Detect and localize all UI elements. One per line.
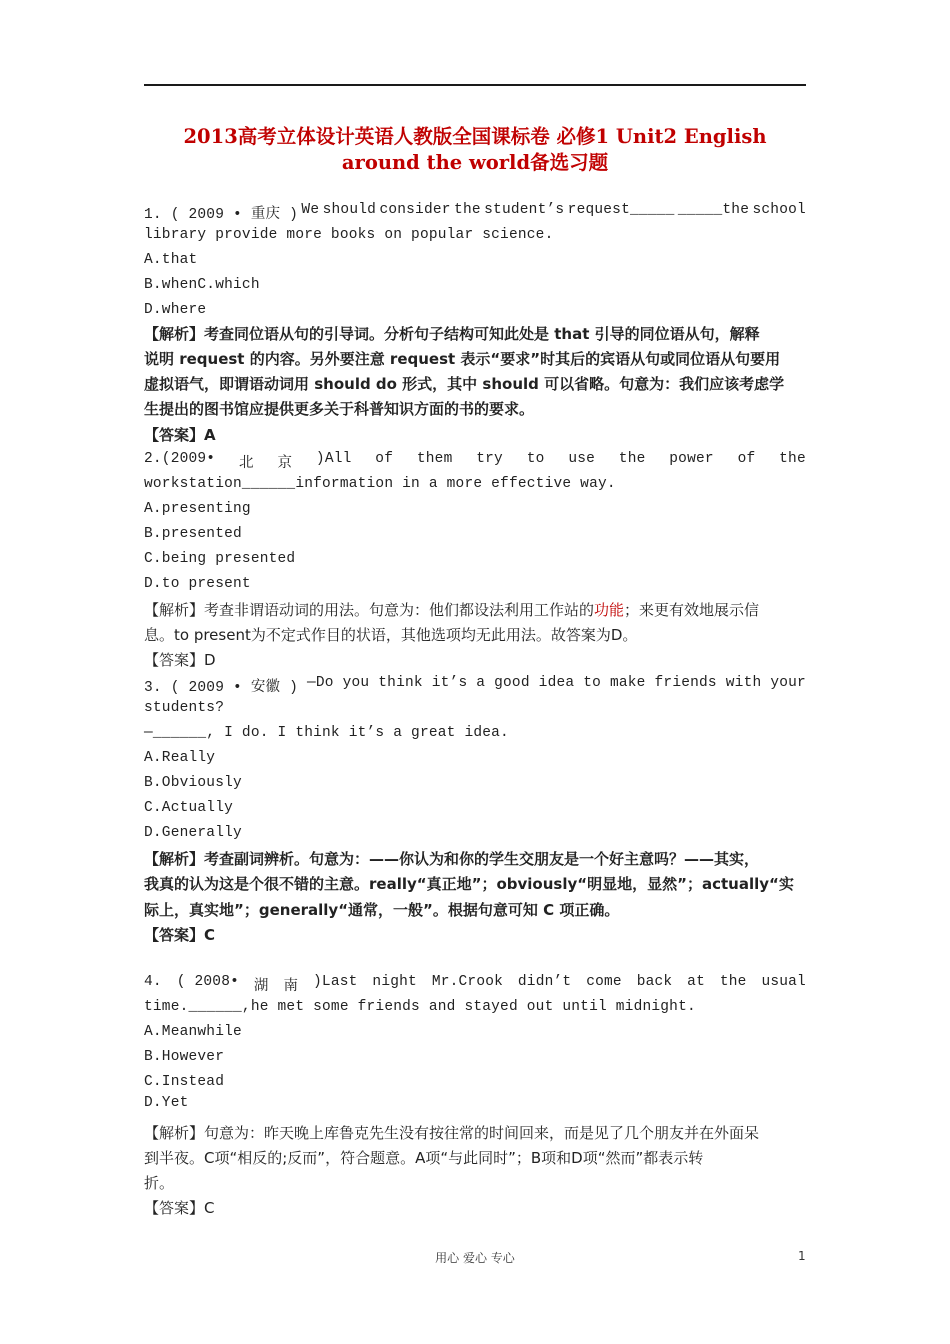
- footer-slogan: 用心 爱心 专心: [435, 1251, 515, 1265]
- q2-option-d: D.to present: [144, 576, 251, 592]
- q2-answer: 【答案】D: [144, 651, 216, 669]
- word: )All: [315, 451, 352, 467]
- q3-stem-line-2: students?: [144, 700, 225, 716]
- word: good: [494, 675, 530, 691]
- word: of: [375, 451, 394, 467]
- q1-option-a: A.that: [144, 252, 198, 268]
- q3-source: 3. ( 2009 • 安徽 ): [144, 680, 299, 696]
- word: 南: [283, 979, 299, 995]
- q3-option-d: D.Generally: [144, 825, 242, 841]
- word: the: [618, 451, 646, 467]
- word: friends: [654, 675, 717, 691]
- q4-number: 4.: [144, 974, 162, 990]
- word: idea: [538, 675, 575, 691]
- q2-stem-line-1: [144, 451, 806, 472]
- q1-analysis-line-3: 虚拟语气，即谓语动词用 should do 形式，其中 should 可以省略。句意为：我们应该考虑学: [144, 375, 785, 393]
- q4-analysis-line-2: 到半夜。C项“相反的;反而”，符合题意。A项“与此同时”；B项和D项“然而”都表示转: [144, 1149, 704, 1167]
- q2-option-b: B.presented: [144, 526, 242, 542]
- word: with: [725, 675, 762, 691]
- q2-source: 2.(2009•: [144, 451, 216, 467]
- analysis-text: 【解析】考查非谓语动词的用法。句意为：他们都设法利用工作站的: [144, 601, 595, 619]
- q3-option-a: A.Really: [144, 750, 216, 766]
- word: to: [583, 675, 602, 691]
- word: didn’t: [517, 974, 572, 990]
- q3-stem-line-1: [144, 675, 806, 696]
- q4-stem-line-1: [144, 974, 806, 995]
- word: 湖: [253, 979, 269, 995]
- word: —Do: [306, 675, 334, 691]
- word: at: [687, 974, 705, 990]
- word: 京: [277, 456, 293, 472]
- word: the: [454, 202, 481, 218]
- word: a: [476, 675, 486, 691]
- word: )Last: [313, 974, 358, 990]
- word: think: [378, 675, 423, 691]
- word: ( 2008•: [176, 974, 239, 990]
- word: school: [752, 202, 806, 218]
- word: night: [372, 974, 417, 990]
- word: 北: [238, 456, 254, 472]
- q3-option-b: B.Obviously: [144, 775, 242, 791]
- q2-option-c: C.being presented: [144, 551, 296, 567]
- word: should: [322, 202, 377, 218]
- q4-option-a: A.Meanwhile: [144, 1024, 242, 1040]
- q4-answer: 【答案】C: [144, 1199, 215, 1217]
- word: use: [568, 451, 596, 467]
- header-rule: [144, 84, 806, 86]
- q1-analysis-line-4: 生提出的图书馆应提供更多关于科普知识方面的书的要求。: [144, 400, 535, 418]
- q2-stem-line-2: workstation______information in a more effective way.: [144, 476, 616, 492]
- q2-analysis-line-2: 息。to present为不定式作目的状语，其他选项均无此用法。故答案为D。: [144, 626, 638, 644]
- word: of: [737, 451, 756, 467]
- q1-source: 1. ( 2009 • 重庆 ): [144, 207, 299, 223]
- word: you: [342, 675, 370, 691]
- q3-reply: —______, I do. I think it’s a great idea.: [144, 725, 509, 741]
- q4-option-c: C.Instead: [144, 1074, 225, 1090]
- q2-analysis-line-1: [144, 599, 759, 620]
- word: your: [770, 675, 806, 691]
- highlight-text: 功能: [594, 601, 625, 619]
- word: to: [526, 451, 545, 467]
- word: the: [719, 974, 747, 990]
- word: Mr.Crook: [431, 974, 504, 990]
- q4-option-d: D.Yet: [144, 1095, 189, 1111]
- q2-option-a: A.presenting: [144, 501, 251, 517]
- q1-analysis-line-1: 【解析】考查同位语从句的引导词。分析句子结构可知此处是 that 引导的同位语从句，解释: [144, 325, 760, 343]
- word: We: [301, 202, 320, 218]
- word: them: [416, 451, 453, 467]
- q1-option-d: D.where: [144, 302, 207, 318]
- q1-stem-line-2: library provide more books on popular science.: [144, 227, 554, 243]
- word: student’s: [484, 202, 565, 218]
- word: try: [476, 451, 503, 467]
- q3-analysis-line-2: 我真的认为这是个很不错的主意。really“真正地”；obviously“明显地，显然”；actually“实: [144, 875, 794, 893]
- word: the: [779, 451, 806, 467]
- q4-stem-line-2: time.______,he met some friends and stayed out until midnight.: [144, 999, 696, 1015]
- q1-analysis-line-2: 说明 request 的内容。另外要注意 request 表示“要求”时其后的宾语从句或同位语从句要用: [144, 350, 781, 368]
- q4-option-b: B.However: [144, 1049, 225, 1065]
- q3-answer: 【答案】C: [144, 926, 216, 944]
- word: it’s: [431, 675, 468, 691]
- q3-analysis-line-3: 际上，真实地”；generally“通常，一般”。根据句意可知 C 项正确。: [144, 901, 620, 919]
- word: request_____: [567, 202, 675, 218]
- page-title: [130, 124, 820, 176]
- word: power: [669, 451, 714, 467]
- analysis-text: ；来更有效地展示信: [624, 601, 760, 619]
- title-line-1: 2013高考立体设计英语人教版全国课标卷 必修1 Unit2 English: [183, 125, 767, 148]
- word: back: [636, 974, 673, 990]
- page-number: 1: [798, 1249, 806, 1263]
- word: come: [586, 974, 622, 990]
- word: make: [609, 675, 646, 691]
- q1-answer: 【答案】A: [144, 426, 216, 444]
- word: _____the: [677, 202, 750, 218]
- q3-option-c: C.Actually: [144, 800, 234, 816]
- word: consider: [379, 202, 451, 218]
- title-line-2: around the world备选习题: [341, 151, 609, 174]
- q4-analysis-line-3: 折。: [144, 1174, 175, 1192]
- word: usual: [761, 974, 806, 990]
- q3-analysis-line-1: 【解析】考查副词辨析。句意为：——你认为和你的学生交朋友是一个好主意吗？——其实，: [144, 850, 760, 868]
- q4-analysis-line-1: 【解析】句意为：昨天晚上库鲁克先生没有按往常的时间回来，而是见了几个朋友并在外面呆: [144, 1124, 760, 1142]
- q1-stem-line-1: [144, 202, 806, 223]
- q1-option-bc: B.whenC.which: [144, 277, 260, 293]
